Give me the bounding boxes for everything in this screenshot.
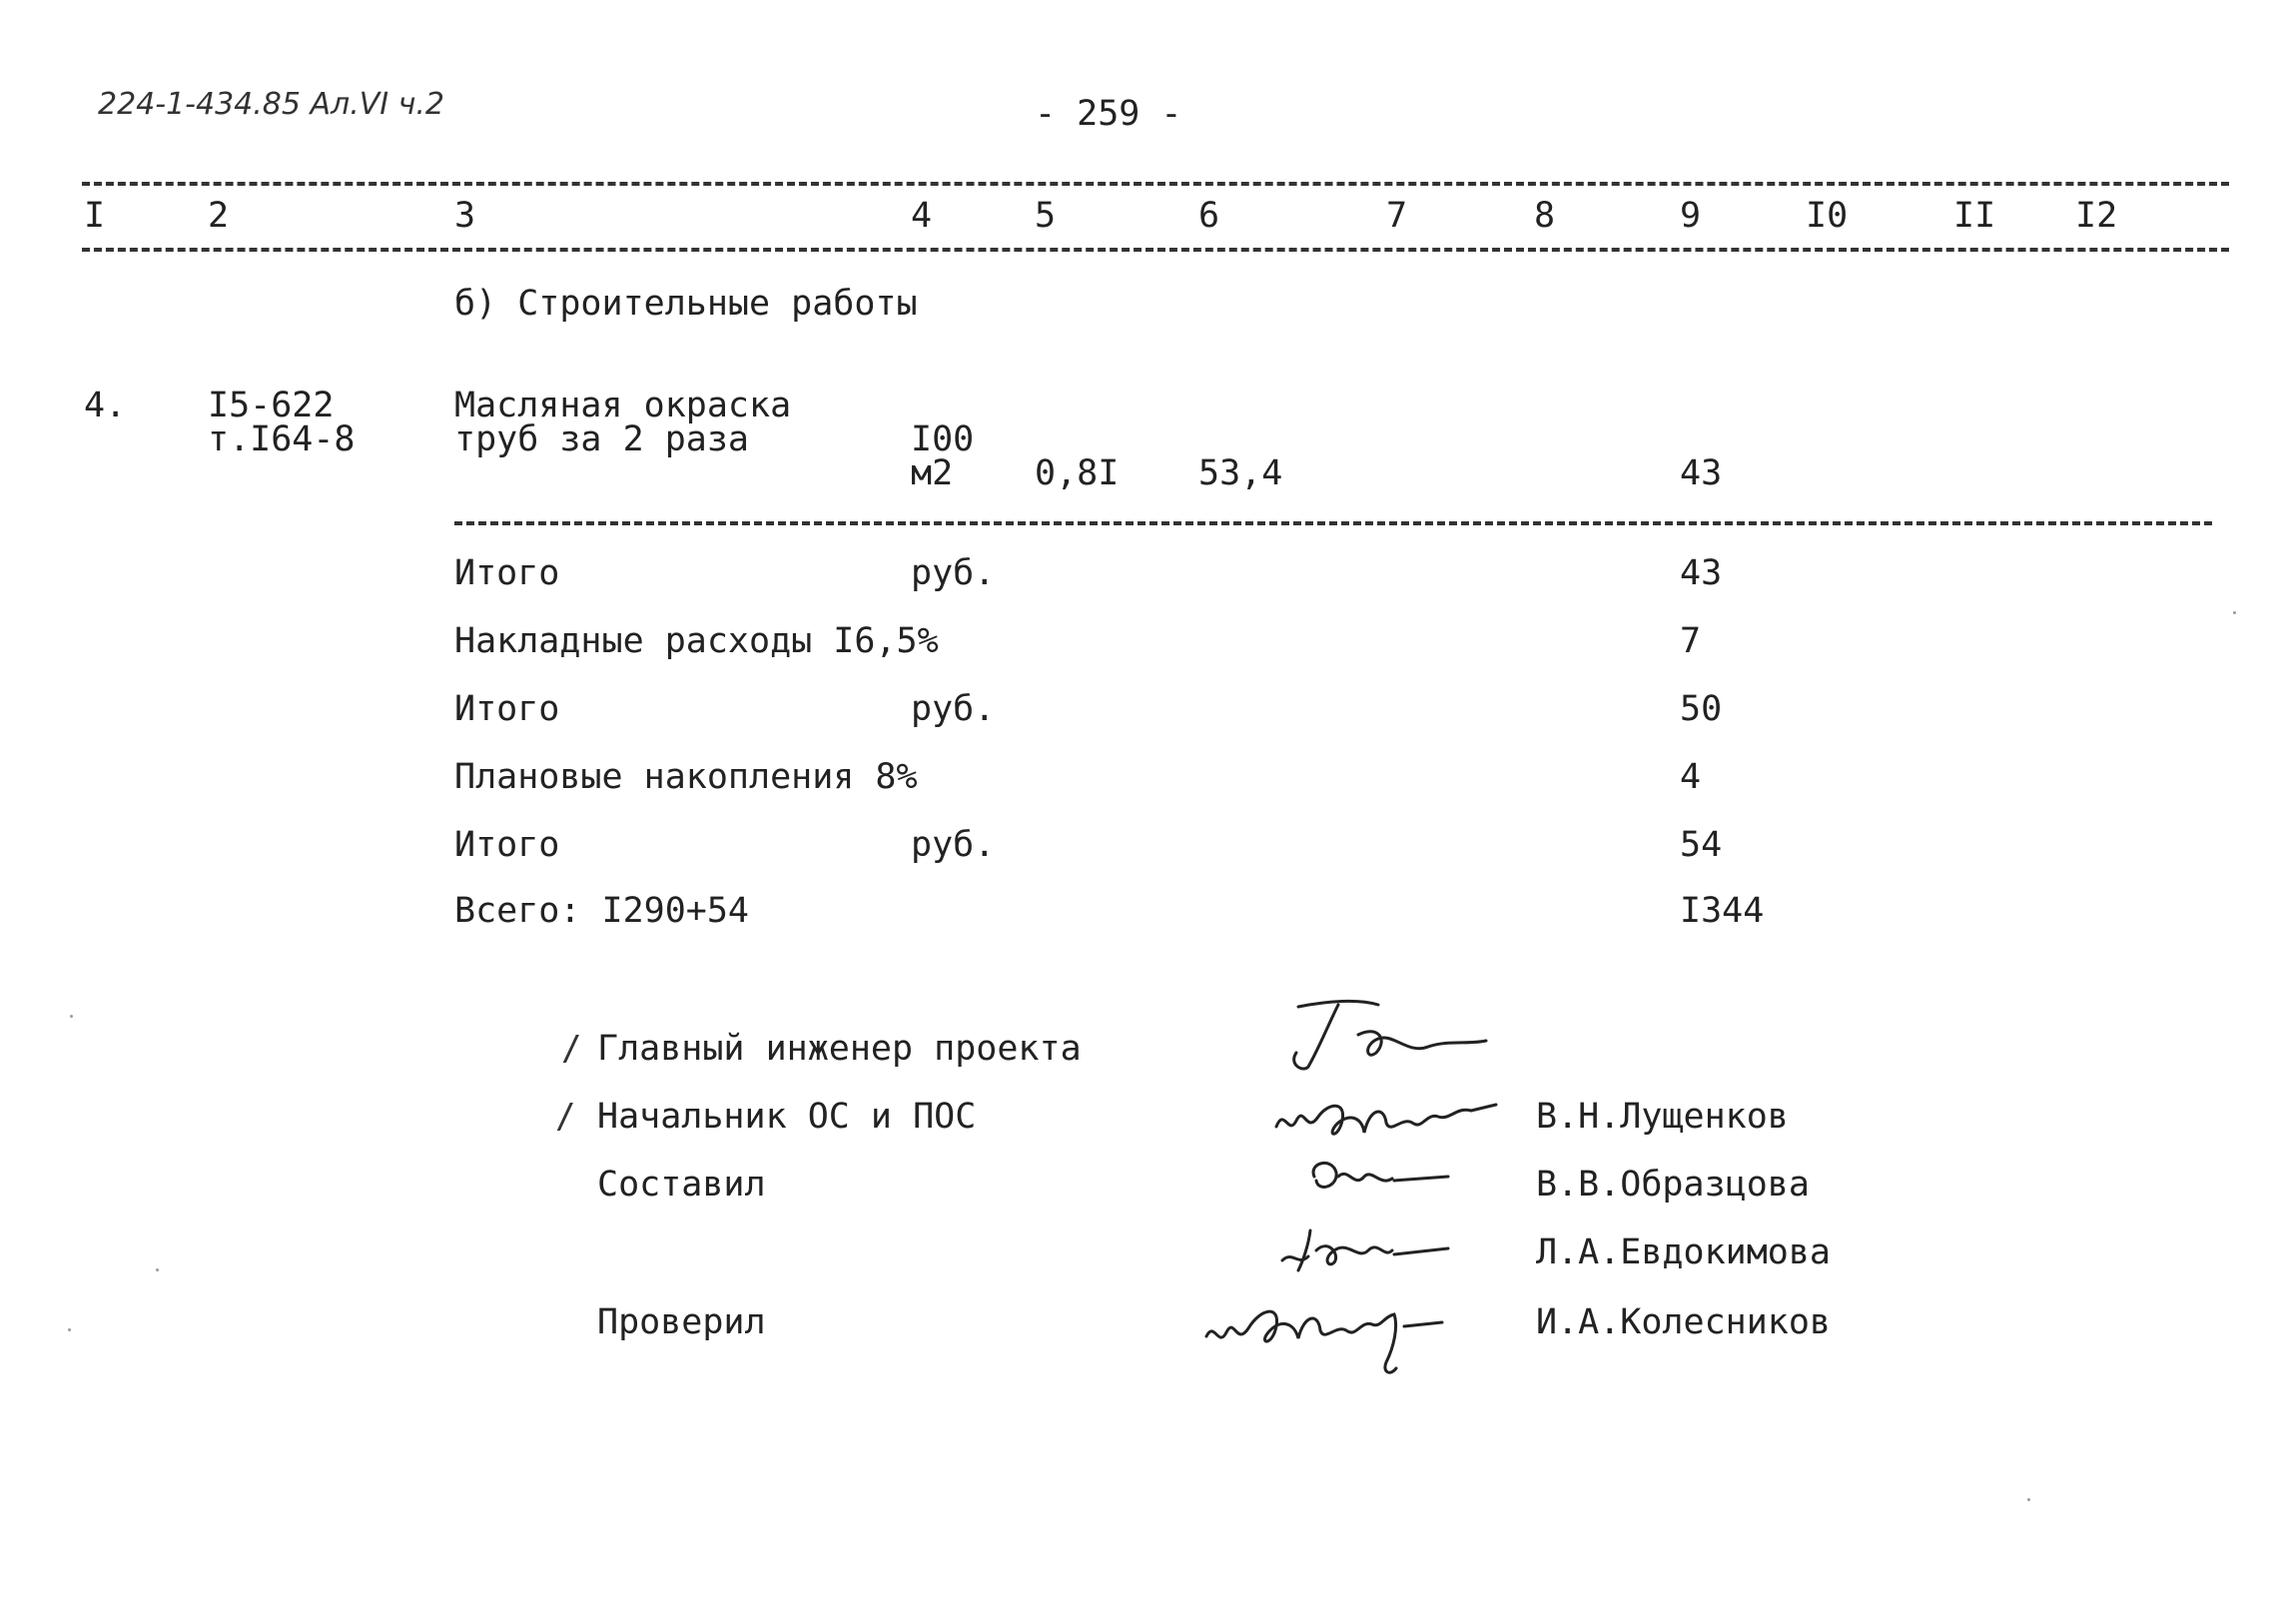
item-unit-price: 53,4 <box>1198 453 1283 493</box>
page-number: - 259 - <box>1035 94 1182 134</box>
column-header: 9 <box>1680 196 1702 236</box>
handwritten-signature <box>1266 1077 1516 1157</box>
section-title: б) Строительные работы <box>454 284 918 324</box>
column-header: 2 <box>208 196 230 236</box>
scan-speck <box>70 1015 73 1018</box>
item-quantity: 0,8I <box>1035 453 1120 493</box>
item-unit: I00 <box>911 419 975 459</box>
signature-role: Начальник ОС и ПОС <box>597 1097 977 1137</box>
header-rule-top <box>82 182 2229 186</box>
summary-label: Итого <box>454 825 560 865</box>
column-header: I2 <box>2075 196 2118 236</box>
signature-role: Составил <box>597 1165 766 1205</box>
summary-label: Накладные расходы I6,5% <box>454 621 939 661</box>
summary-value: 43 <box>1680 553 1723 593</box>
summary-label: Итого <box>454 553 560 593</box>
signature-name: В.В.Образцова <box>1536 1165 1810 1205</box>
signature-name: Л.А.Евдокимова <box>1536 1232 1832 1272</box>
handwritten-signature <box>1268 995 1508 1075</box>
handwritten-signature <box>1298 1147 1478 1207</box>
column-header: 6 <box>1198 196 1220 236</box>
summary-label: Плановые накопления 8% <box>454 757 918 797</box>
summary-unit: руб. <box>911 553 996 593</box>
column-header: 5 <box>1035 196 1057 236</box>
column-header: 7 <box>1386 196 1408 236</box>
scan-speck <box>68 1328 71 1331</box>
item-description-cont: труб за 2 раза <box>454 419 750 459</box>
header-rule-bottom <box>82 248 2229 252</box>
summary-value: 7 <box>1680 621 1702 661</box>
column-header: 8 <box>1534 196 1556 236</box>
summary-value: 50 <box>1680 689 1723 729</box>
scan-speck <box>156 1268 159 1271</box>
signature-role: Проверил <box>597 1302 766 1342</box>
item-total: 43 <box>1680 453 1723 493</box>
check-mark: / <box>555 1097 576 1137</box>
signature-name: В.Н.Лущенков <box>1536 1097 1789 1137</box>
scan-speck <box>2027 1498 2030 1501</box>
item-unit-measure: м2 <box>911 453 954 493</box>
handwritten-signature <box>1268 1211 1468 1280</box>
signature-name: И.А.Колесников <box>1536 1302 1832 1342</box>
item-number: 4. <box>84 386 127 425</box>
summary-value: I344 <box>1680 891 1765 931</box>
summary-label: Всего: I290+54 <box>454 891 750 931</box>
column-header: 3 <box>454 196 476 236</box>
column-header: I0 <box>1806 196 1849 236</box>
column-header: II <box>1953 196 1996 236</box>
signature-role: Главный инженер проекта <box>597 1029 1082 1069</box>
check-mark: / <box>561 1029 582 1069</box>
column-header: 4 <box>911 196 933 236</box>
item-code: I5-622 <box>208 386 335 425</box>
handwritten-signature <box>1194 1276 1484 1386</box>
summary-value: 54 <box>1680 825 1723 865</box>
scan-speck <box>2233 611 2236 614</box>
summary-value: 4 <box>1680 757 1702 797</box>
column-header: I <box>84 196 106 236</box>
doc-reference: 224-1-434.85 Ал.VI ч.2 <box>98 87 444 122</box>
summary-label: Итого <box>454 689 560 729</box>
summary-unit: руб. <box>911 689 996 729</box>
summary-unit: руб. <box>911 825 996 865</box>
item-description: Масляная окраска <box>454 386 792 425</box>
item-code-table: т.I64-8 <box>208 419 356 459</box>
subtotal-rule <box>454 521 2212 525</box>
